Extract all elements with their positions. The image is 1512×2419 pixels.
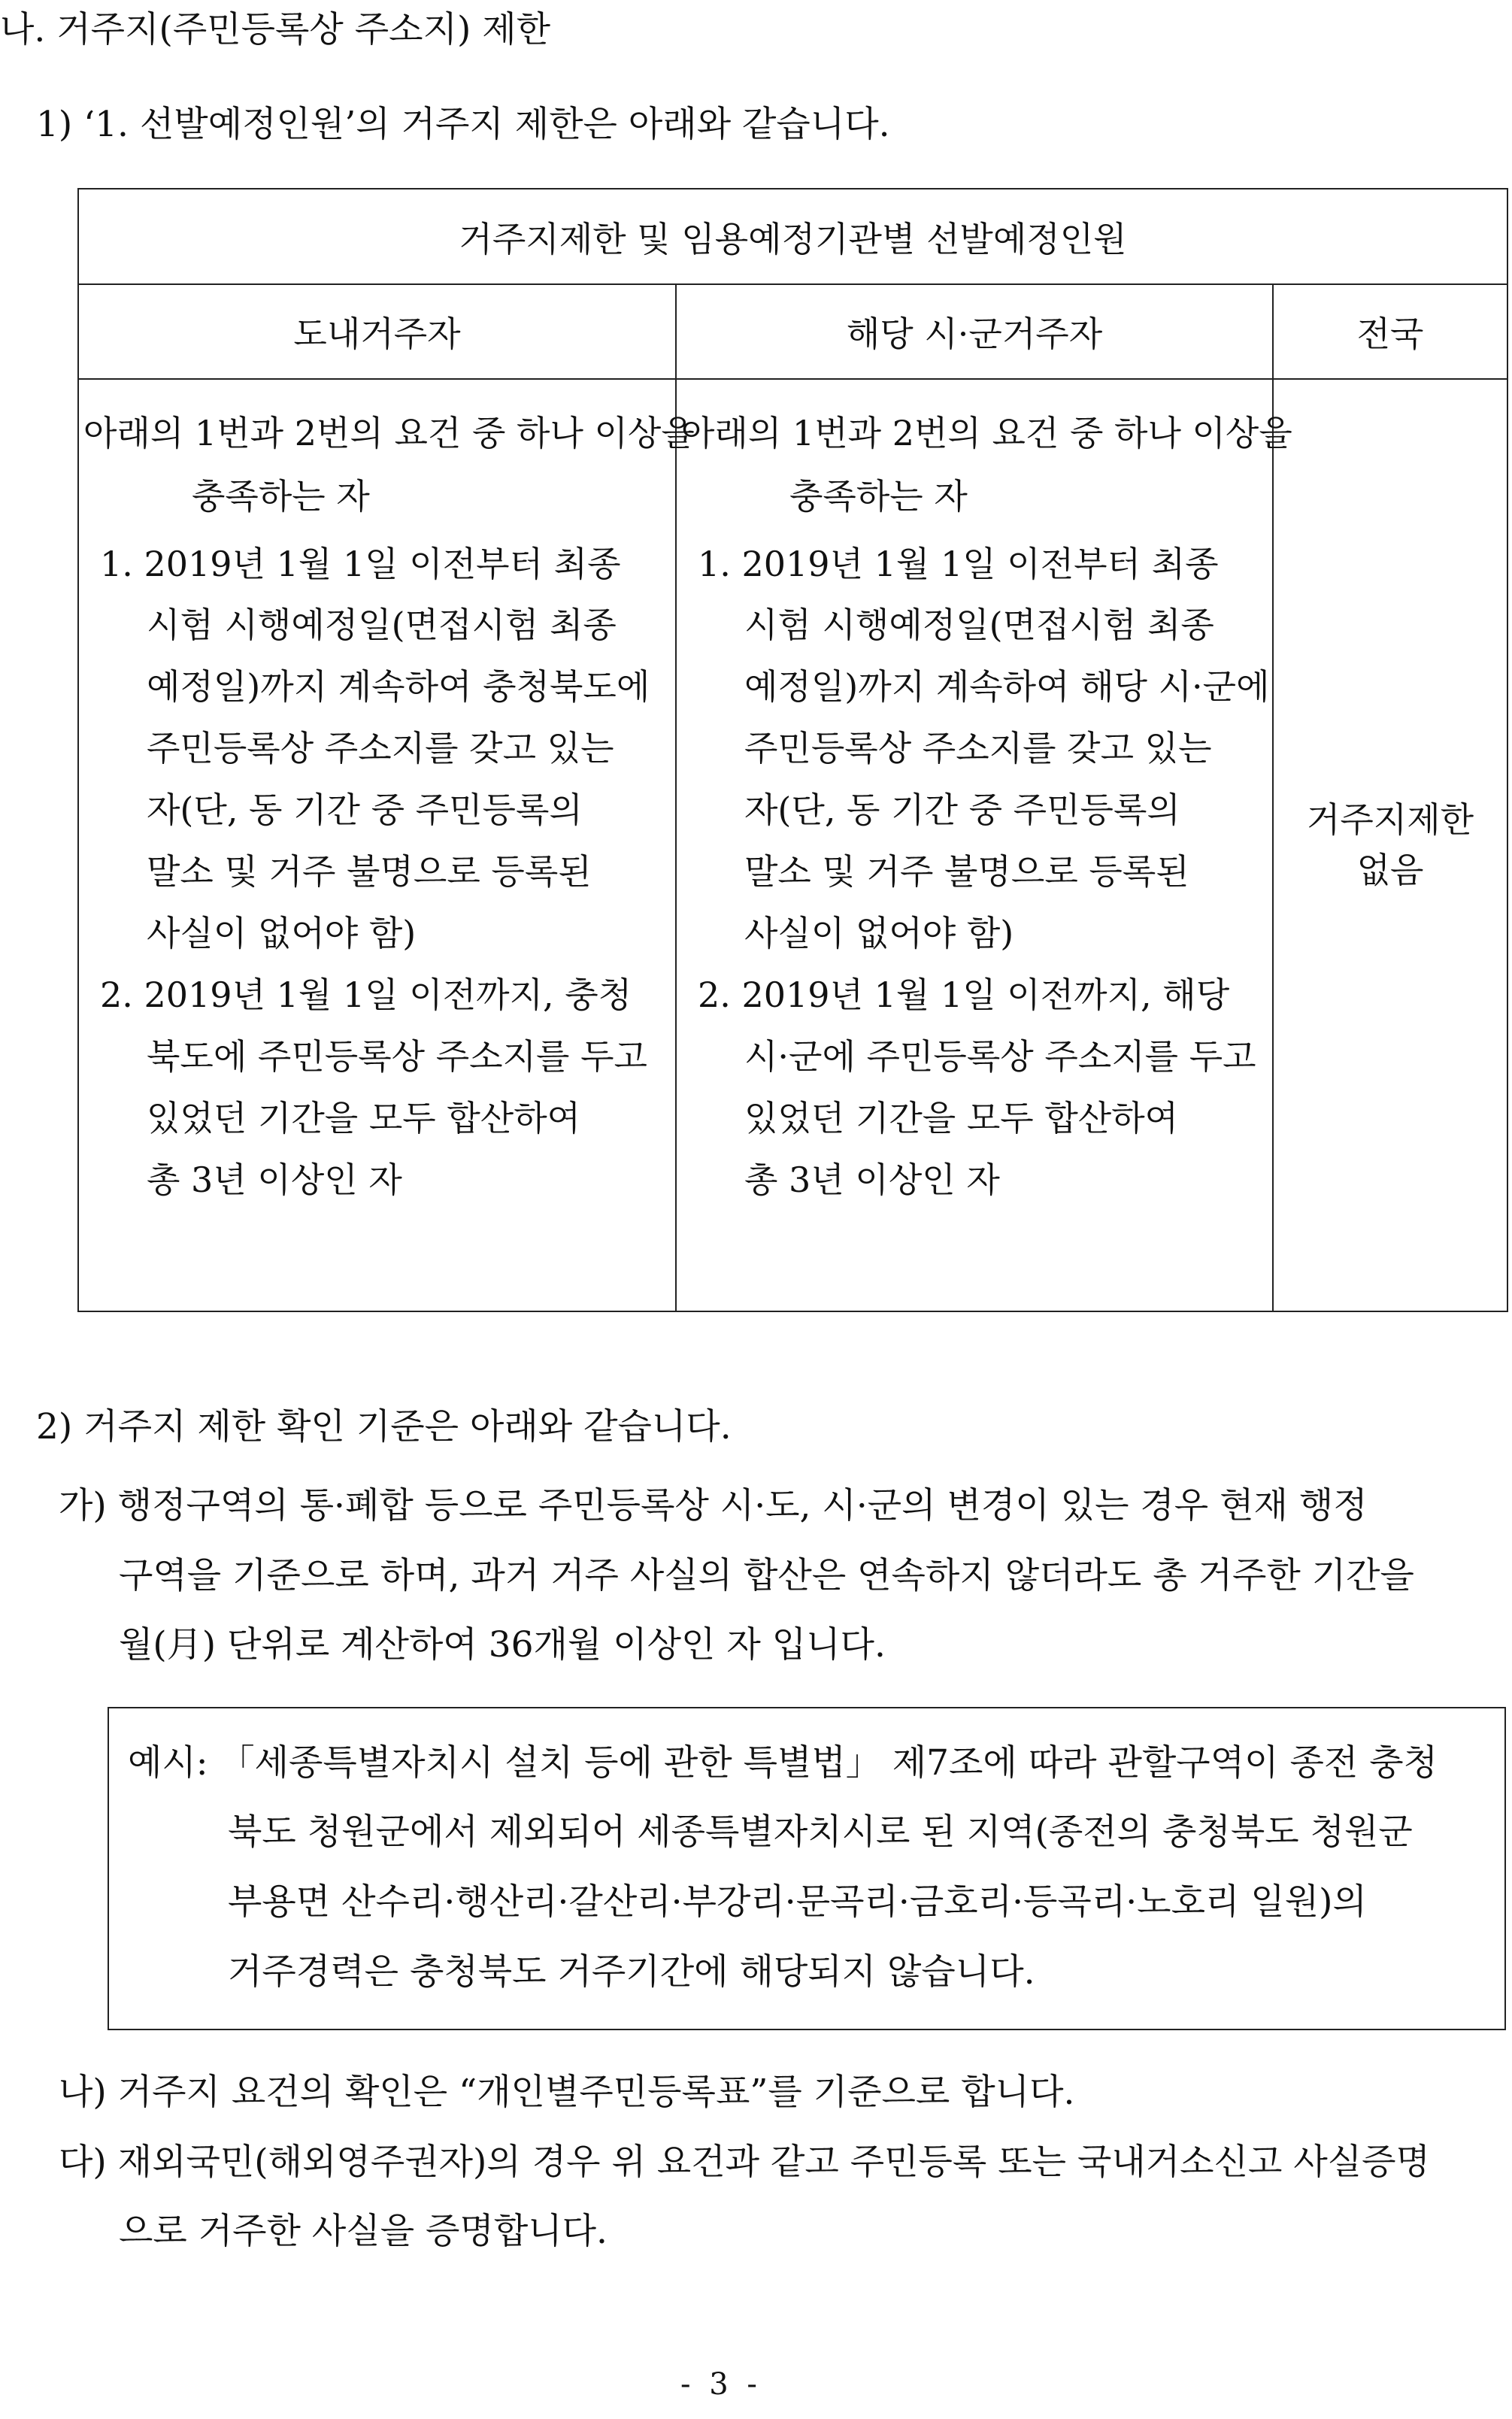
province-intro-line2: 충족하는 자 [192, 476, 370, 517]
item-2-ga-line1: 가) 행정구역의 통·폐합 등으로 주민등록상 시·도, 시·군의 변경이 있는 경우 현재 행정 [59, 1485, 1368, 1526]
city-intro-line1: 아래의 1번과 2번의 요건 중 하나 이상을 [681, 413, 1292, 453]
city-criterion-2-line3: 있었던 기간을 모두 합산하여 [744, 1098, 1179, 1138]
province-criterion-2-line3: 있었던 기간을 모두 합산하여 [147, 1098, 581, 1138]
item-2-title: 2) 거주지 제한 확인 기준은 아래와 같습니다. [36, 1406, 732, 1447]
item-2-na: 나) 거주지 요건의 확인은 “개인별주민등록표”를 기준으로 합니다. [59, 2072, 1075, 2113]
example-line1: 예시: 「세종특별자치시 설치 등에 관한 특별법」 제7조에 따라 관할구역이 종전 충청 [128, 1742, 1438, 1784]
city-criterion-1-line7: 사실이 없어야 함) [744, 913, 1014, 953]
province-criterion-1-line7: 사실이 없어야 함) [147, 913, 417, 953]
item-2-ga-line3: 월(月) 단위로 계산하여 36개월 이상인 자 입니다. [119, 1624, 886, 1666]
city-criterion-1-line2: 시험 시행예정일(면접시험 최종 [744, 605, 1214, 645]
table-caption: 거주지제한 및 임용예정기관별 선발예정인원 [78, 189, 1507, 284]
header-national: 전국 [1273, 284, 1507, 379]
city-criterion-2-line1: 2. 2019년 1월 1일 이전까지, 해당 [698, 975, 1230, 1015]
city-criterion-1-line3: 예정일)까지 계속하여 해당 시·군에 [744, 666, 1270, 707]
province-criterion-1-line3: 예정일)까지 계속하여 충청북도에 [147, 666, 650, 707]
city-criterion-1-line4: 주민등록상 주소지를 갖고 있는 [744, 728, 1212, 768]
province-criterion-2-line2: 북도에 주민등록상 주소지를 두고 [147, 1036, 647, 1077]
example-line2: 북도 청원군에서 제외되어 세종특별자치시로 된 지역(종전의 충청북도 청원군 [228, 1811, 1413, 1853]
national-line1: 거주지제한 [1306, 799, 1474, 841]
city-criterion-1-line5: 자(단, 동 기간 중 주민등록의 [744, 790, 1180, 830]
page-number: - 3 - [680, 2367, 762, 2402]
item-2-da-line1: 다) 재외국민(해외영주권자)의 경우 위 요건과 같고 주민등록 또는 국내거소신고 사실증명 [59, 2142, 1430, 2183]
city-criteria [676, 379, 1292, 1311]
province-criterion-1-line2: 시험 시행예정일(면접시험 최종 [147, 605, 617, 645]
province-criterion-2-line1: 2. 2019년 1월 1일 이전까지, 충청 [100, 975, 632, 1015]
city-criterion-2-line4: 총 3년 이상인 자 [744, 1159, 1000, 1200]
province-criteria [78, 379, 695, 1311]
item-1-text: 1) ‘1. 선발예정인원’의 거주지 제한은 아래와 같습니다. [36, 104, 890, 145]
residency-table [77, 188, 1508, 1312]
city-criterion-1-line1: 1. 2019년 1월 1일 이전부터 최종 [698, 544, 1219, 584]
province-criterion-1-line1: 1. 2019년 1월 1일 이전부터 최종 [100, 544, 621, 584]
national-line2: 없음 [1356, 850, 1424, 890]
item-2-da-line2: 으로 거주한 사실을 증명합니다. [119, 2211, 608, 2252]
section-title: 나. 거주지(주민등록상 주소지) 제한 [0, 9, 551, 50]
city-criterion-2-line2: 시·군에 주민등록상 주소지를 두고 [744, 1036, 1256, 1077]
header-city: 해당 시·군거주자 [676, 284, 1273, 379]
item-2-ga-line2: 구역을 기준으로 하며, 과거 거주 사실의 합산은 연속하지 않더라도 총 거주한 기간을 [119, 1555, 1414, 1596]
header-province: 도내거주자 [78, 284, 676, 379]
example-line3: 부용면 산수리·행산리·갈산리·부강리·문곡리·금호리·등곡리·노호리 일원)의 [228, 1881, 1367, 1923]
example-line4: 거주경력은 충청북도 거주기간에 해당되지 않습니다. [228, 1951, 1035, 1993]
city-criterion-1-line6: 말소 및 거주 불명으로 등록된 [744, 851, 1189, 892]
city-intro-line2: 충족하는 자 [789, 476, 968, 517]
province-criterion-1-line5: 자(단, 동 기간 중 주민등록의 [147, 790, 583, 830]
national-criteria [1273, 379, 1507, 1311]
province-criterion-2-line4: 총 3년 이상인 자 [147, 1159, 402, 1200]
province-criterion-1-line6: 말소 및 거주 불명으로 등록된 [147, 851, 592, 892]
province-intro-line1: 아래의 1번과 2번의 요건 중 하나 이상을 [83, 413, 695, 453]
province-criterion-1-line4: 주민등록상 주소지를 갖고 있는 [147, 728, 614, 768]
